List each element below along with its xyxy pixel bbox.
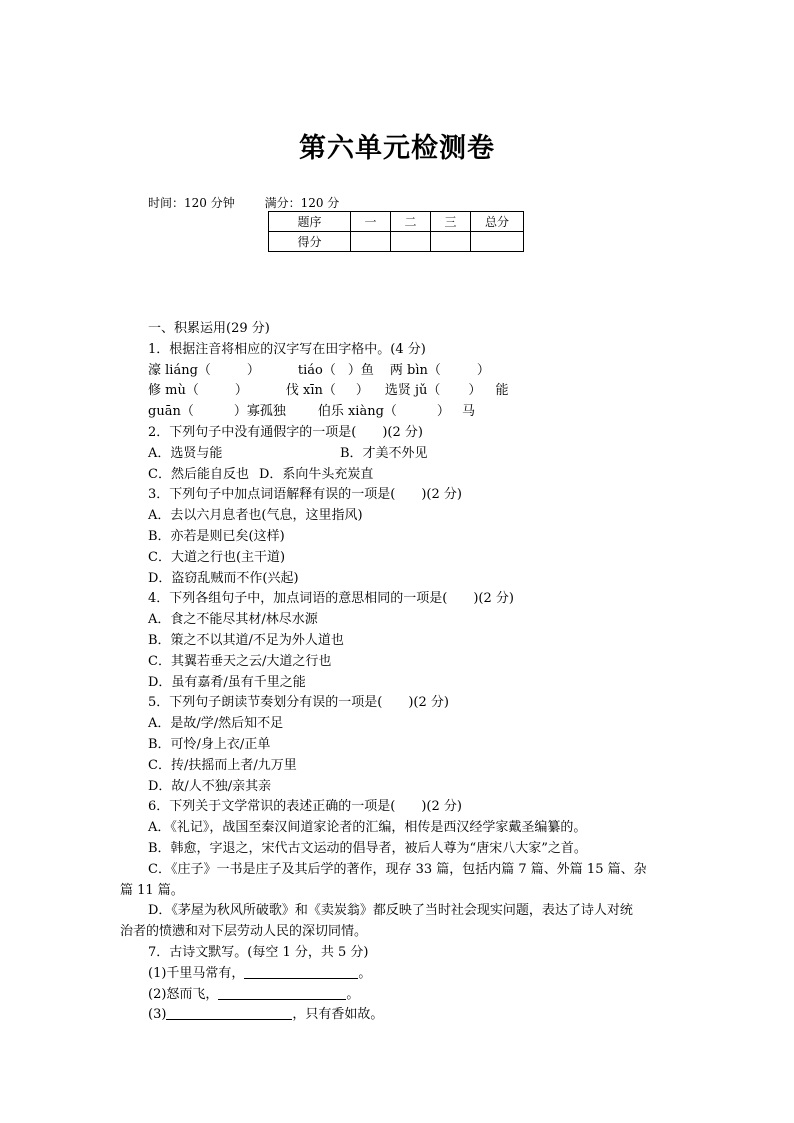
section-heading: 一、积累运用(29 分) <box>148 321 270 336</box>
score-input-cell[interactable] <box>391 232 431 252</box>
option-b: B．才美不外见 <box>340 445 428 461</box>
exam-meta <box>148 194 365 211</box>
question-3-stem: 3．下列句子中加点词语解释有误的一项是( )(2 分) <box>148 487 462 503</box>
option-a: A．去以六月息者也(气息，这里指风) <box>148 508 363 524</box>
question-2-options-ab <box>120 444 680 465</box>
question-6-stem: 6．下列关于文学常识的表述正确的一项是( )(2 分) <box>148 799 462 815</box>
option-b: B．韩愈，字退之，宋代古文运动的倡导者，被后人尊为“唐宋八大家”之首。 <box>148 840 587 856</box>
pinyin-item: guān（ <box>148 404 194 420</box>
pinyin-item: 濠 liáng（ <box>148 362 211 378</box>
pinyin-item: ）寡孤独 <box>233 404 286 420</box>
option-a: A．选贤与能 <box>148 445 223 461</box>
score-cell: 题序 <box>269 212 351 232</box>
exam-content <box>120 319 680 1026</box>
recitation-item-2 <box>120 985 680 1006</box>
option-c-continued: 篇 11 篇。 <box>120 882 184 898</box>
question-2-options-cd <box>120 465 680 486</box>
pinyin-item: 修 mù（ <box>148 383 199 399</box>
option-c: C．抟/扶摇而上者/九万里 <box>148 757 297 773</box>
recitation-prompt: (3) <box>148 1007 167 1023</box>
option-d: D．故/人不独/亲其亲 <box>148 778 272 794</box>
answer-blank[interactable] <box>166 1005 292 1020</box>
pinyin-item: 伯乐 xiàng（ <box>317 404 397 420</box>
score-input-cell[interactable] <box>471 232 524 252</box>
option-c: C．《庄子》一书是庄子及其后学的著作，现存 33 篇，包括内篇 7 篇、外篇 15 篇、杂 <box>148 861 647 877</box>
score-table-score-row <box>269 232 524 252</box>
paren-close: ） <box>436 404 450 420</box>
recitation-end: 。 <box>346 986 360 1002</box>
score-input-cell[interactable] <box>431 232 471 252</box>
option-c: C．其翼若垂天之云/大道之行也 <box>148 653 332 669</box>
option-c: C．然后能自反也 <box>148 466 249 482</box>
recitation-item-3 <box>120 1005 680 1026</box>
pinyin-item: 能 <box>495 383 509 399</box>
option-b: B．亦若是则已矣(这样) <box>148 528 285 544</box>
score-cell: 得分 <box>269 232 351 252</box>
pinyin-item: 马 <box>461 404 475 420</box>
score-cell: 二 <box>391 212 431 232</box>
option-b: B．可怜/身上衣/正单 <box>148 736 271 752</box>
paren-close: ） <box>246 362 260 378</box>
pinyin-item: 两 bìn（ <box>389 362 441 378</box>
option-b: B．策之不以其道/不足为外人道也 <box>148 632 344 648</box>
option-a: A．《礼记》，战国至秦汉间道家论者的汇编，相传是西汉经学家戴圣编纂的。 <box>148 820 587 836</box>
recitation-prompt: (1)千里马常有， <box>148 965 245 981</box>
recitation-end: ，只有香如故。 <box>292 1007 384 1023</box>
score-table <box>268 211 524 252</box>
paren-close: ） <box>234 383 248 399</box>
option-a: A．食之不能尽其材/林尽水源 <box>148 612 318 628</box>
score-cell: 一 <box>351 212 391 232</box>
full-score: 满分：120 分 <box>264 196 340 210</box>
recitation-prompt: (2)怒而飞， <box>148 986 219 1002</box>
question-2-stem: 2．下列句子中没有通假字的一项是( )(2 分) <box>148 424 423 440</box>
page-title: 第六单元检测卷 <box>299 133 495 164</box>
paren-close: ） <box>355 383 369 399</box>
score-cell: 三 <box>431 212 471 232</box>
score-cell: 总分 <box>471 212 524 232</box>
question-1-line-3 <box>120 402 680 423</box>
score-table-header-row <box>269 212 524 232</box>
option-d: D．盗窃乱贼而不作(兴起) <box>148 570 299 586</box>
option-d: D．《茅屋为秋风所破歌》和《卖炭翁》都反映了当时社会现实问题，表达了诗人对统 <box>148 903 633 919</box>
paren-close: ） <box>476 362 490 378</box>
option-a: A．是故/学/然后知不足 <box>148 716 284 732</box>
pinyin-item: tiáo（ <box>297 362 336 378</box>
pinyin-item: 选贤 jǔ（ <box>384 383 441 399</box>
option-d-continued: 治者的愤懑和对下层劳动人民的深切同情。 <box>120 924 368 940</box>
score-input-cell[interactable] <box>351 232 391 252</box>
option-d: D．系向牛头充炭直 <box>258 466 374 482</box>
paren-close: ） <box>468 383 482 399</box>
recitation-item-1 <box>120 964 680 985</box>
question-7-stem: 7．古诗文默写。(每空 1 分，共 5 分) <box>148 944 369 960</box>
question-5-stem: 5．下列句子朗读节奏划分有误的一项是( )(2 分) <box>148 695 449 711</box>
pinyin-item: ）鱼 <box>347 362 374 378</box>
time-limit: 时间：120 分钟 <box>148 196 235 210</box>
question-1-stem: 1．根据注音将相应的汉字写在田字格中。(4 分) <box>148 341 426 357</box>
option-d: D．虽有嘉肴/虽有千里之能 <box>148 674 306 690</box>
answer-blank[interactable] <box>244 964 358 979</box>
option-c: C．大道之行也(主干道) <box>148 549 286 565</box>
pinyin-item: 伐 xīn（ <box>285 383 336 399</box>
question-1-line-1 <box>120 361 680 382</box>
question-1-line-2 <box>120 381 680 402</box>
question-4-stem: 4．下列各组句子中，加点词语的意思相同的一项是( )(2 分) <box>148 591 514 607</box>
recitation-end: 。 <box>358 965 372 981</box>
answer-blank[interactable] <box>218 985 346 1000</box>
